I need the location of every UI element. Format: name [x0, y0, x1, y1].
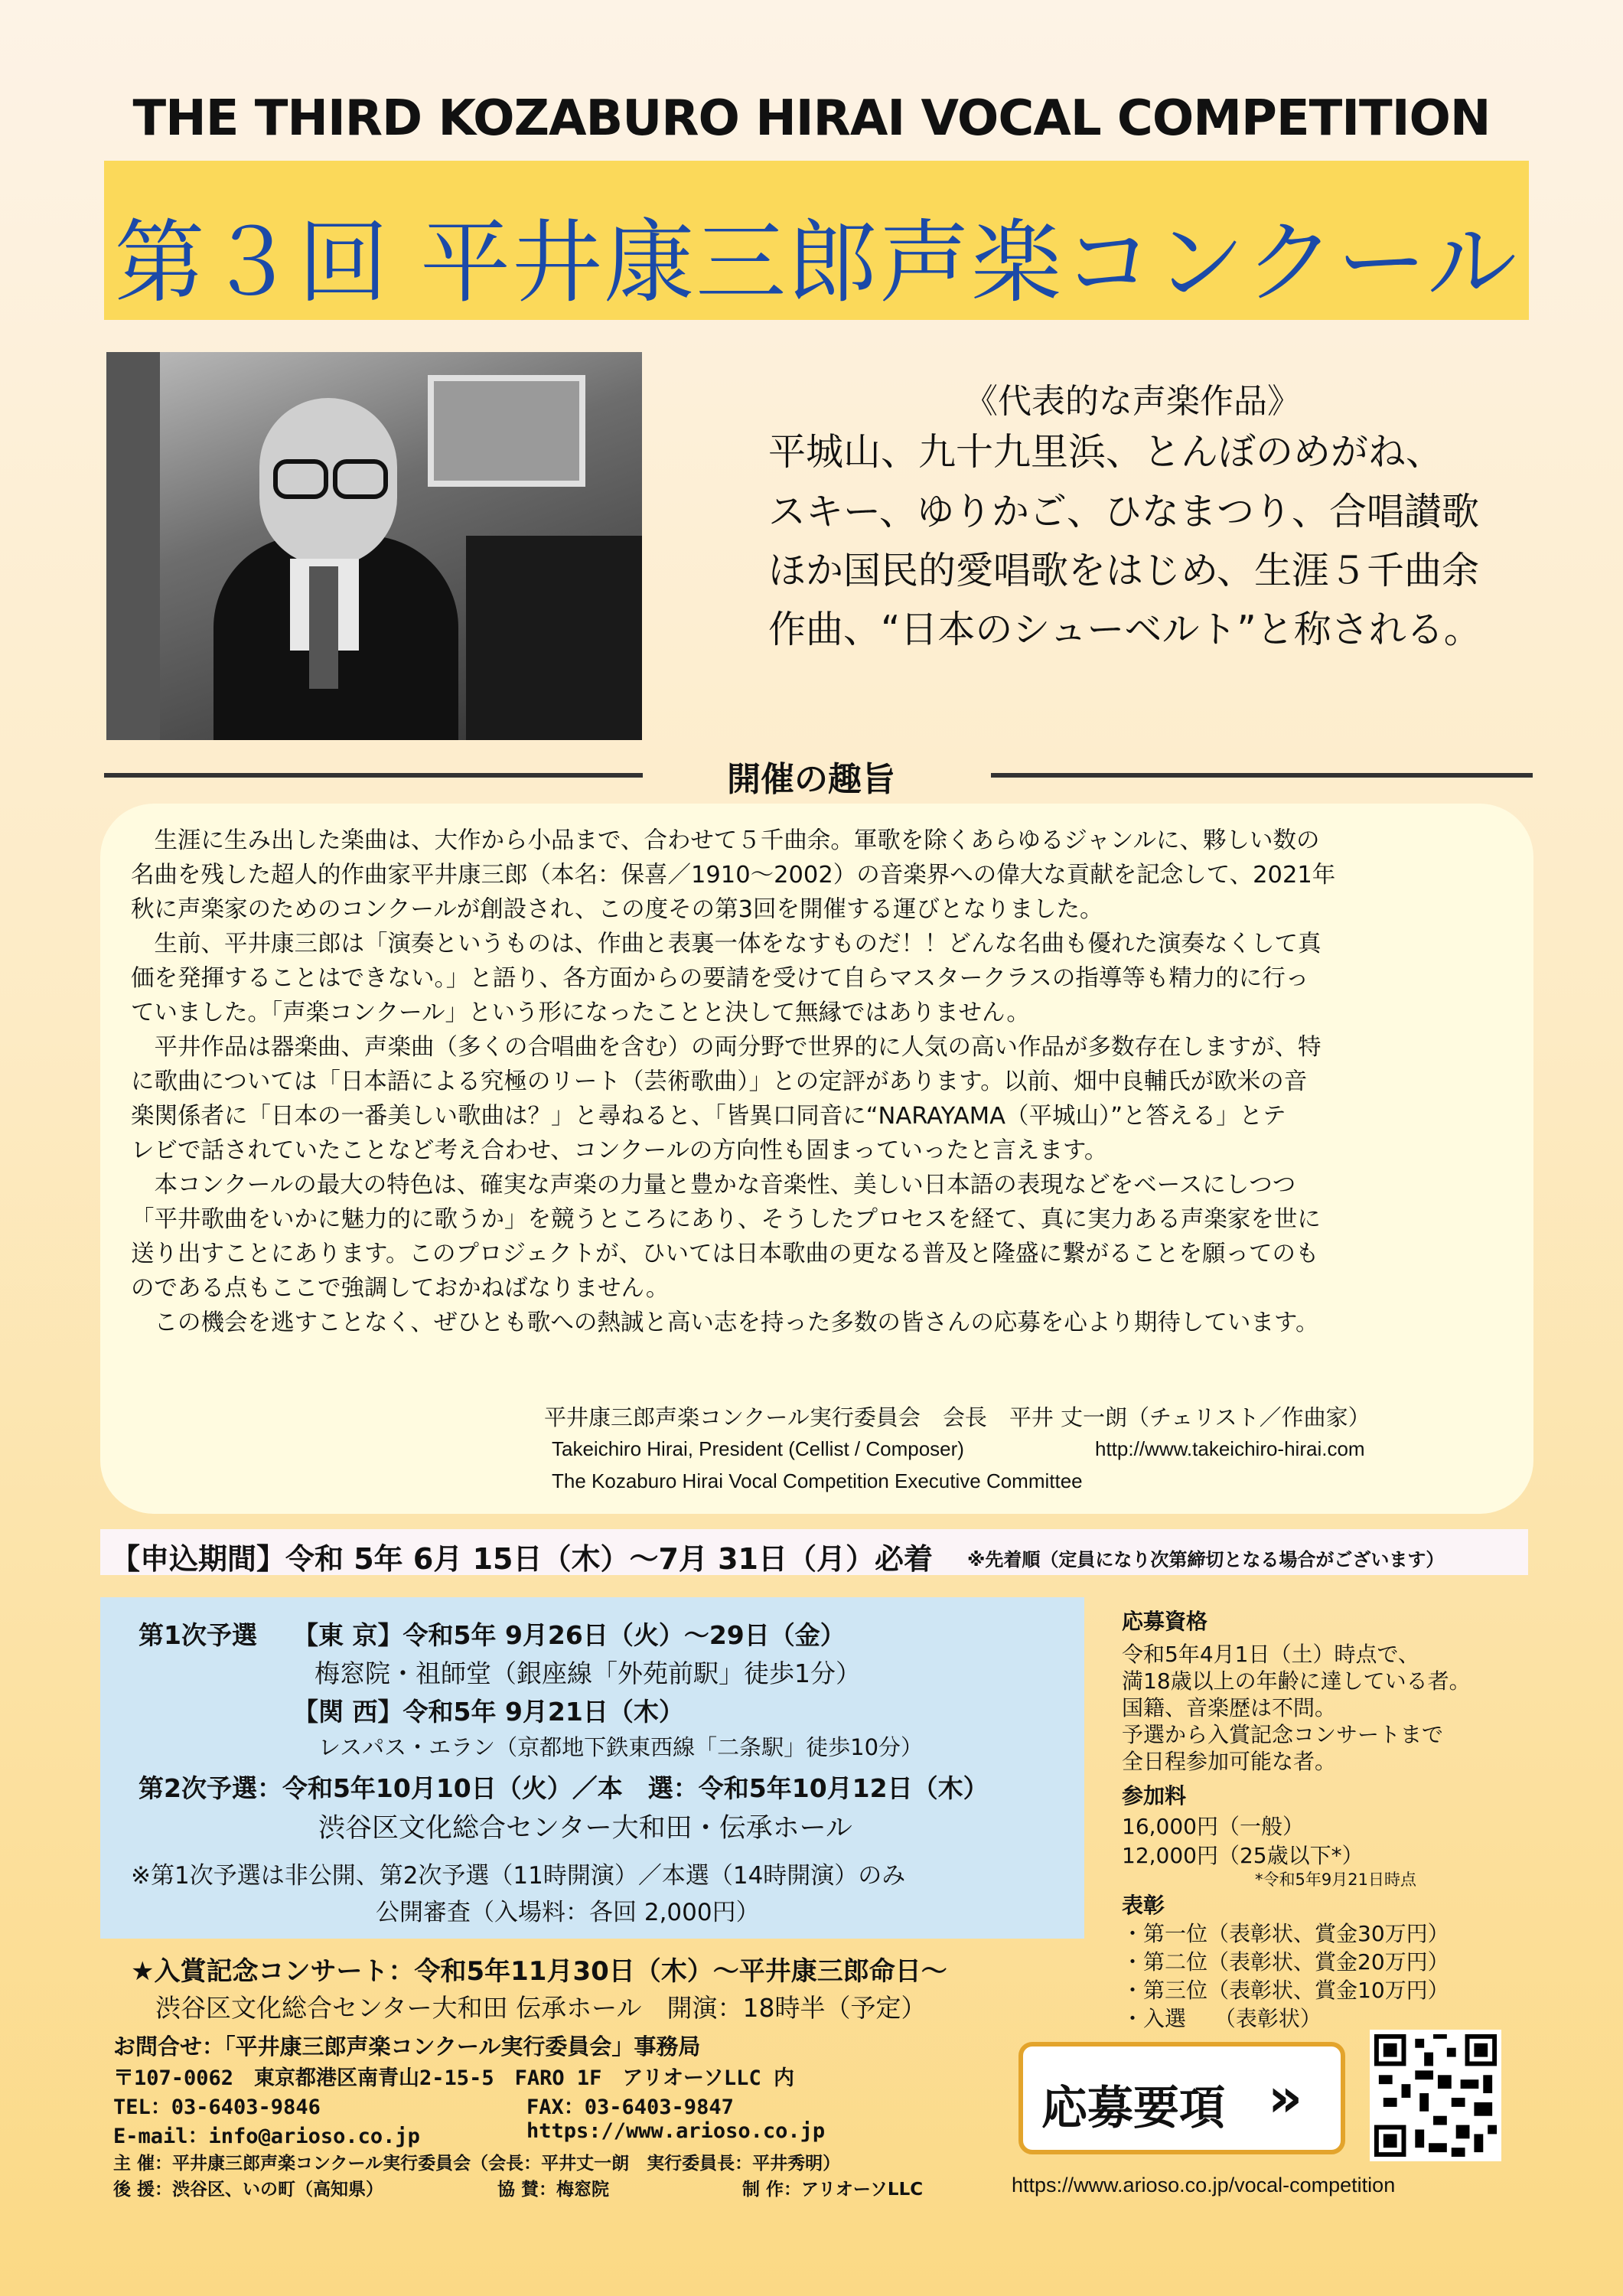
organizer: 主 催：平井康三郎声楽コンクール実行委員会（会長：平井丈一朗 実行委員長：平井秀明） — [113, 2154, 841, 2174]
purpose-line: 本コンクールの最大の特色は、確実な声楽の力量と豊かな音楽性、美しい日本語の表現などをベースにしつつ — [131, 1172, 1296, 1199]
fee-footnote: *令和5年9月21日時点 — [1255, 1870, 1416, 1889]
purpose-line: 平井作品は器楽曲、声楽曲（多くの合唱曲を含む）の両分野で世界的に人気の高い作品が多数存在しますが、特 — [131, 1034, 1322, 1061]
award-concert — [100, 1944, 1084, 2033]
fee-general: 16,000円（一般） — [1122, 1814, 1304, 1839]
eligibility-heading: 応募資格 — [1122, 1609, 1208, 1634]
award-line: ・第三位（表彰状、賞金10万円） — [1122, 1978, 1449, 2003]
award-line: ・第二位（表彰状、賞金20万円） — [1122, 1949, 1449, 1975]
round1-tokyo-date: 【東 京】令和5年 9月26日（火）～29日（金） — [293, 1620, 846, 1650]
eligibility-line: 令和5年4月1日（土）時点で、 — [1122, 1642, 1419, 1667]
application-period-text: 【申込期間】令和 5年 6月 15日（木）～7月 31日（月）必着 — [111, 1542, 934, 1576]
contact-tel: TEL：03-6403-9846 — [113, 2095, 321, 2119]
composer-photo — [106, 352, 642, 740]
purpose-line: 価を発揮することはできない。」と語り、各方面からの要請を受けて自らマスタークラスの指導等も精力的に行っ — [131, 965, 1309, 992]
contact-address: 〒107-0062 東京都港区南青山2-15-5 FARO 1F アリオーソLLC 内 — [113, 2066, 794, 2090]
eligibility-line: 国籍、音楽歴は不問。 — [1122, 1695, 1337, 1720]
works-line: 作曲、“日本のシューベルト”と称される。 — [768, 608, 1481, 651]
round2-venue: 渋谷区文化総合センター大和田・伝承ホール — [318, 1813, 852, 1844]
application-period — [100, 1529, 1528, 1575]
production: 制 作：アリオーソLLC — [742, 2180, 924, 2200]
schedule-box — [100, 1597, 1084, 1939]
divider — [991, 773, 1533, 778]
award-line: ・第一位（表彰状、賞金30万円） — [1122, 1921, 1449, 1946]
double-chevron-right-icon: » — [1268, 2066, 1303, 2129]
round2-and-final: 第2次予選：令和5年10月10日（火）／本 選：令和5年10月12日（木） — [139, 1773, 989, 1803]
divider — [104, 773, 643, 778]
purpose-line: 生涯に生み出した楽曲は、大作から小品まで、合わせて５千曲余。軍歌を除くあらゆるジャンルに、夥しい数の — [131, 827, 1320, 854]
purpose-line: のである点もここで強調しておかねばなりません。 — [131, 1275, 670, 1302]
sponsor: 協 賛：梅窓院 — [497, 2180, 610, 2200]
application-guidelines-label: 応募要項 — [1041, 2082, 1225, 2135]
eligibility-line: 全日程参加可能な者。 — [1122, 1749, 1337, 1774]
contact-heading: お問合せ：「平井康三郎声楽コンクール実行委員会」事務局 — [113, 2033, 701, 2060]
contact-email-link[interactable]: E-mail：info@arioso.co.jp — [113, 2125, 420, 2148]
qr-code[interactable] — [1370, 2030, 1501, 2161]
award-line: ・入選 （表彰状） — [1122, 2006, 1322, 2031]
contact-website-link[interactable]: https://www.arioso.co.jp — [526, 2119, 826, 2143]
purpose-line: 楽関係者に「日本の一番美しい歌曲は？」と尋ねると、「皆異口同音に“NARAYAMA（平城山）”と答える」とテ — [131, 1103, 1286, 1130]
eligibility-line: 予選から入賞記念コンサートまで — [1122, 1722, 1444, 1747]
english-title: THE THIRD KOZABURO HIRAI VOCAL COMPETITION — [132, 90, 1491, 147]
round1-kansai-date: 【関 西】令和5年 9月21日（木） — [293, 1697, 684, 1727]
president-website-link[interactable]: http://www.takeichiro-hirai.com — [1095, 1437, 1365, 1460]
round1-label: 第1次予選 — [139, 1620, 257, 1650]
purpose-line: ていました。「声楽コンクール」という形になったことと決して無縁ではありません。 — [131, 1000, 1030, 1026]
committee-name-en: The Kozaburo Hirai Vocal Competition Executive Committee — [552, 1469, 1083, 1492]
competition-website-link[interactable]: https://www.arioso.co.jp/vocal-competition — [1012, 2174, 1396, 2197]
purpose-line: 「平井歌曲をいかに魅力的に歌うか」を競うところにあり、そうしたプロセスを経て、真に実力ある声楽家を世に — [131, 1206, 1321, 1233]
schedule-note: 公開審査（入場料：各回 2,000円） — [376, 1899, 760, 1926]
purpose-line: 秋に声楽家のためのコンクールが創設され、この度その第3回を開催する運びとなりました。 — [131, 896, 1103, 923]
concert-title: ★入賞記念コンサート：令和5年11月30日（木）～平井康三郎命日～ — [131, 1956, 947, 1987]
signature-en: Takeichiro Hirai, President (Cellist / Composer) — [552, 1437, 964, 1460]
application-note: ※先着順（定員になり次第締切となる場合がございます） — [967, 1549, 1445, 1570]
purpose-line: 名曲を残した超人的作曲家平井康三郎（本名：保喜／1910～2002）の音楽界への偉大な貢献を記念して、2021年 — [131, 862, 1336, 889]
purpose-line: この機会を逃すことなく、ぜひとも歌への熱誠と高い志を持った多数の皆さんの応募を心より期待しています。 — [131, 1309, 1319, 1336]
concert-venue: 渋谷区文化総合センター大和田 伝承ホール 開演：18時半（予定） — [155, 1993, 927, 2023]
purpose-line: 送り出すことにあります。このプロジェクトが、ひいては日本歌曲の更なる普及と隆盛に繋がることを願ってのも — [131, 1241, 1319, 1267]
fee-heading: 参加料 — [1122, 1783, 1187, 1808]
round1-kansai-venue: レスパス・エラン（京都地下鉄東西線「二条駅」徒歩10分） — [318, 1734, 924, 1760]
purpose-line: レビで話されていたことなど考え合わせ、コンクールの方向性も固まっていったと言えます。 — [131, 1137, 1108, 1164]
japanese-title: 第３回 平井康三郎声楽コンクール — [114, 210, 1519, 315]
fee-youth: 12,000円（25歳以下*） — [1122, 1843, 1364, 1868]
works-heading: 《代表的な声楽作品》 — [964, 382, 1301, 421]
purpose-line: 生前、平井康三郎は「演奏というものは、作曲と表裏一体をなすものだ！！どんな名曲も優れた演奏なくして真 — [131, 931, 1322, 957]
eligibility-line: 満18歳以上の年齢に達している者。 — [1122, 1668, 1471, 1694]
works-line: 平城山、九十九里浜、とんぼのめがね、 — [768, 430, 1444, 474]
title-banner — [104, 161, 1529, 320]
contact-fax: FAX：03-6403-9847 — [526, 2095, 734, 2119]
application-guidelines-button[interactable] — [1018, 2042, 1345, 2154]
purpose-title: 開催の趣旨 — [727, 760, 895, 799]
purpose-line: に歌曲については「日本語による究極のリート（芸術歌曲）」との定評があります。以前、畑中良輔氏が欧米の音 — [131, 1068, 1308, 1095]
signature-jp: 平井康三郎声楽コンクール実行委員会 会長 平井 丈一朗（チェリスト／作曲家） — [544, 1404, 1370, 1430]
works-line: スキー、ゆりかご、ひなまつり、合唱讃歌 — [768, 490, 1480, 533]
support: 後 援：渋谷区、いの町（高知県） — [113, 2180, 384, 2200]
round1-tokyo-venue: 梅窓院・祖師堂（銀座線「外苑前駅」徒歩1分） — [314, 1658, 861, 1688]
purpose-body — [100, 804, 1533, 1514]
awards-heading: 表彰 — [1122, 1893, 1165, 1918]
works-line: ほか国民的愛唱歌をはじめ、生涯５千曲余 — [768, 549, 1480, 592]
schedule-note: ※第1次予選は非公開、第2次予選（11時開演）／本選（14時開演）のみ — [131, 1862, 906, 1890]
